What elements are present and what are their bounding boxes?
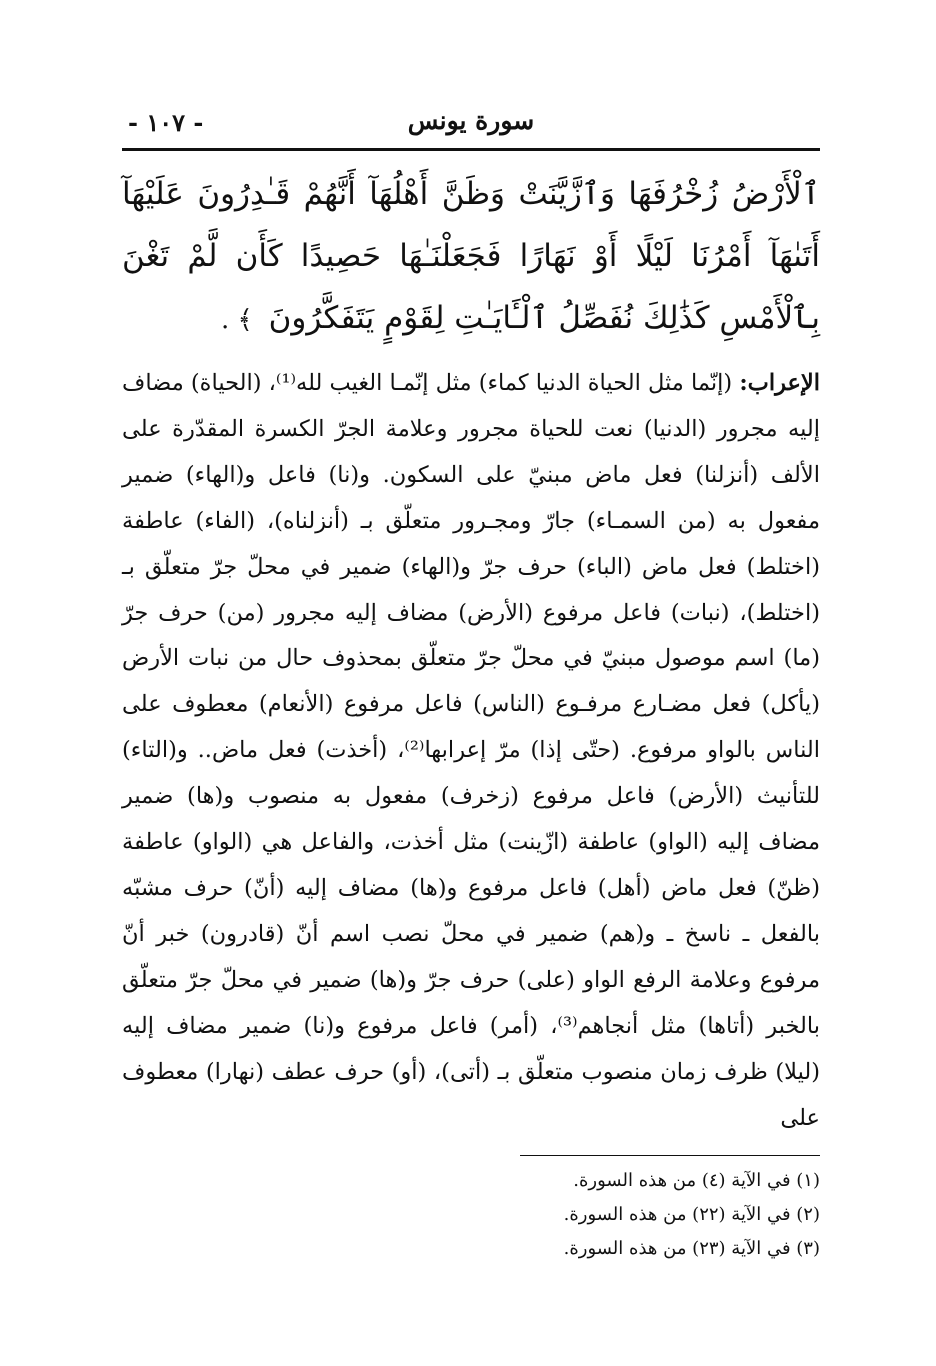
page-number: - ١٠٧ - [128,108,204,137]
verse-end-mark: ﴾ . [220,305,253,335]
verse-text: ٱلْأَرْضُ زُخْرُفَهَا وَٱزَّيَّنَتْ وَظَنَّ أَهْلُهَآ أَنَّهُمْ قَـٰدِرُونَ عَلَيْهَآ أَتَىٰهَآ أَمْرُنَا لَيْلًا أَوْ نَهَارًا فَجَعَلْنَـٰهَا حَصِيدًا كَأَن لَّمْ تَغْنَ بِٱلْأَمْسِ كَذَٰلِكَ نُفَصِّلُ ٱلْـَٔايَـٰتِ لِقَوْمٍ يَتَفَكَّرُونَ [122,176,820,336]
irab-text: (إنّما مثل الحياة الدنيا كماء) مثل إنّمـا الغيب لله⁽¹⁾، (الحياة) مضاف إليه مجرور (الدنيا) نعت للحياة مجرور وعلامة الجرّ الكسرة المقدّرة على الألف (أنزلنا) فعل ماض مبنيّ على السكون. و(نا) فاعل و(الهاء) ضمير مفعول به (من السمـاء) جارّ ومجـرور متعلّق بـ (أنزلناه)، (الفاء) عاطفة (اختلط) فعل ماض (الباء) حرف جرّ و(الهاء) ضمير في محلّ جرّ متعلّق بـ (اختلط)، (نبات) فاعل مرفوع (الأرض) مضاف إليه مجرور (من) حرف جرّ (ما) اسم موصول مبنيّ في محلّ جرّ متعلّق بمحذوف حال من نبات الأرض (يأكل) فعل مضـارع مرفـوع (الناس) فاعل مرفوع (الأنعام) معطوف على الناس بالواو مرفوع. (حتّى إذا) مرّ إعرابها⁽²⁾، (أخذت) فعل ماض.. و(التاء) للتأنيث (الأرض) فاعل مرفوع (زخرف) مفعول به منصوب و(ها) ضمير مضاف إليه (الواو) عاطفة (ازّينت) مثل أخذت، والفاعل هي (الواو) عاطفة (ظنّ) فعل ماض (أهل) فاعل مرفوع و(ها) مضاف إليه (أنّ) حرف مشبّه بالفعل ـ ناسخ ـ و(هم) ضمير في محلّ نصب اسم أنّ (قادرون) خبر أنّ مرفوع وعلامة الرفع الواو (على) حرف جرّ و(ها) ضمير في محلّ جرّ متعلّق بالخبر (أتاها) مثل أنجاهم⁽³⁾، (أمر) فاعل مرفوع و(نا) ضمير مضاف إليه (ليلا) ظرف زمان منصوب متعلّق بـ (أتى)، (أو) حرف عطف (نهارا) معطوف على [122,370,820,1131]
book-page [122,96,820,1336]
quran-verse [122,163,820,351]
footnotes [122,1164,820,1266]
footnote-3: (٣) في الآية (٢٣) من هذه السورة. [563,1238,820,1260]
footnote-1: (١) في الآية (٤) من هذه السورة. [573,1170,820,1192]
header-divider [122,148,820,151]
footnote-divider [520,1155,820,1156]
irab-label: الإعراب: [739,370,820,396]
page-header [122,96,820,148]
footnote-2: (٢) في الآية (٢٢) من هذه السورة. [563,1204,820,1226]
surah-title: سورة يونس [407,106,535,135]
irab-paragraph [122,361,820,1141]
